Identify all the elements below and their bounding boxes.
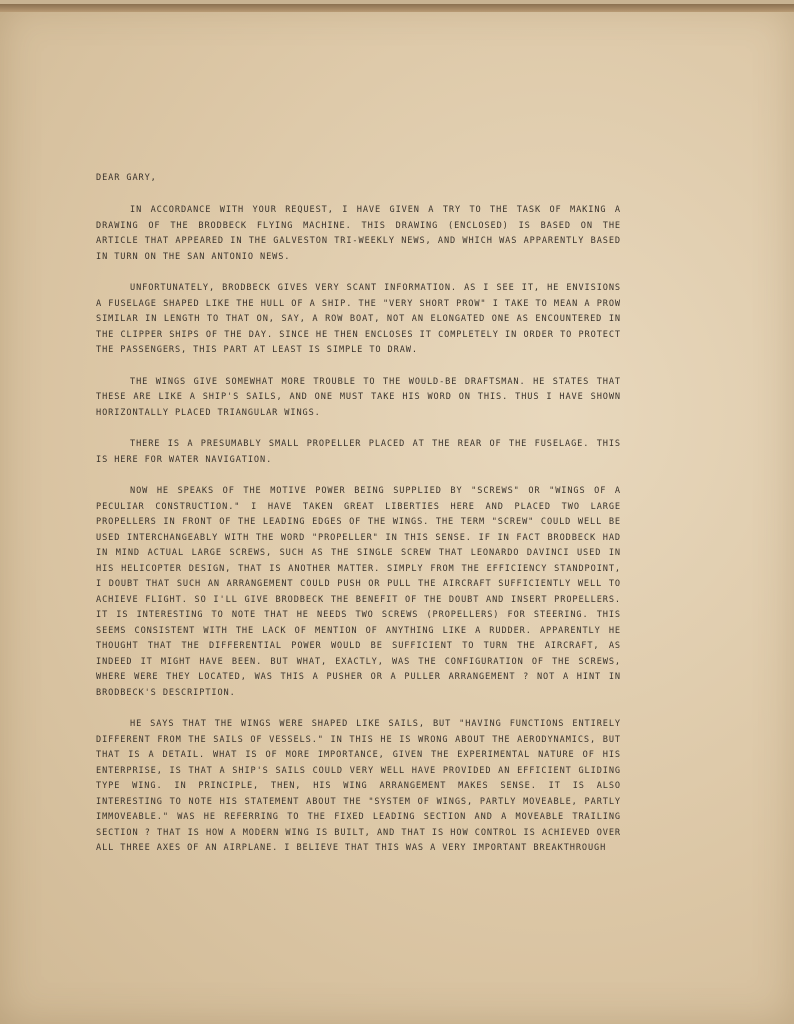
paper-page	[0, 4, 794, 1024]
letter-paragraph-1: IN ACCORDANCE WITH YOUR REQUEST, I HAVE GIVEN A TRY TO THE TASK OF MAKING A DRAWING OF THE BRODBECK FLYING MACHINE. THIS DRAWING (ENCLOSED) IS BASED ON THE ARTICLE THAT APPEARED IN THE GALVESTON TRI-WEEKLY NEWS, AND WHICH WAS APPARENTLY BASED IN TURN ON THE SAN ANTONIO NEWS.	[96, 205, 621, 262]
letter-paragraph-4: THERE IS A PRESUMABLY SMALL PROPELLER PLACED AT THE REAR OF THE FUSELAGE. THIS IS HERE FOR WATER NAVIGATION.	[96, 439, 621, 465]
letter-paragraph-5: NOW HE SPEAKS OF THE MOTIVE POWER BEING SUPPLIED BY "SCREWS" OR "WINGS OF A PECULIAR CONSTRUCTION." I HAVE TAKEN GREAT LIBERTIES HERE AND PLACED TWO LARGE PROPELLERS IN FRONT OF THE LEADING EDGES OF THE WINGS. THE TERM "SCREW" COULD WELL BE USED INTERCHANGEABLY WITH THE WORD "PROPELLER" IN THIS SENSE. IF IN FACT BRODBECK HAD IN MIND ACTUAL LARGE SCREWS, SUCH AS THE SINGLE SCREW THAT LEONARDO DAVINCI USED IN HIS HELICOPTER DESIGN, THAT IS ANOTHER MATTER. SIMPLY FROM THE EFFICIENCY STANDPOINT, I DOUBT THAT SUCH AN ARRANGEMENT COULD PUSH OR PULL THE AIRCRAFT SUFFICIENTLY WELL TO ACHIEVE FLIGHT. SO I'LL GIVE BRODBECK THE BENEFIT OF THE DOUBT AND INSERT PROPELLERS. IT IS INTERESTING TO NOTE THAT HE NEEDS TWO SCREWS (PROPELLERS) FOR STEERING. THIS SEEMS CONSISTENT WITH THE LACK OF MENTION OF ANYTHING LIKE A RUDDER. APPARENTLY HE THOUGHT THAT THE DIFFERENTIAL POWER WOULD BE SUFFICIENT TO TURN THE AIRCRAFT, AS INDEED IT MIGHT HAVE BEEN. BUT WHAT, EXACTLY, WAS THE CONFIGURATION OF THE SCREWS, WHERE WERE THEY LOCATED, WAS THIS A PUSHER OR A PULLER ARRANGEMENT ? NOT A HINT IN BRODBECK'S DESCRIPTION.	[96, 486, 621, 698]
letter-paragraph-6: HE SAYS THAT THE WINGS WERE SHAPED LIKE SAILS, BUT "HAVING FUNCTIONS ENTIRELY DIFFERENT FROM THE SAILS OF VESSELS." IN THIS HE IS WRONG ABOUT THE AERODYNAMICS, BUT THAT IS A DETAIL. WHAT IS OF MORE IMPORTANCE, GIVEN THE EXPERIMENTAL NATURE OF HIS ENTERPRISE, IS THAT A SHIP'S SAILS COULD VERY WELL HAVE PROVIDED AN EFFICIENT GLIDING TYPE WING. IN PRINCIPLE, THEN, HIS WING ARRANGEMENT MAKES SENSE. IT IS ALSO INTERESTING TO NOTE HIS STATEMENT ABOUT THE "SYSTEM OF WINGS, PARTLY MOVEABLE, PARTLY IMMOVEABLE." WAS HE REFERRING TO THE FIXED LEADING SECTION AND A MOVEABLE TRAILING SECTION ? THAT IS HOW A MODERN WING IS BUILT, AND THAT IS HOW CONTROL IS ACHIEVED OVER ALL THREE AXES OF AN AIRPLANE. I BELIEVE THAT THIS WAS A VERY IMPORTANT BREAKTHROUGH	[96, 719, 621, 853]
letter-paragraph-2: UNFORTUNATELY, BRODBECK GIVES VERY SCANT INFORMATION. AS I SEE IT, HE ENVISIONS A FUSELAGE SHAPED LIKE THE HULL OF A SHIP. THE "VERY SHORT PROW" I TAKE TO MEAN A PROW SIMILAR IN LENGTH TO THAT ON, SAY, A ROW BOAT, NOT AN ELONGATED ONE AS ENCOUNTERED IN THE CLIPPER SHIPS OF THE DAY. SINCE HE THEN ENCLOSES IT COMPLETELY IN ORDER TO PROTECT THE PASSENGERS, THIS PART AT LEAST IS SIMPLE TO DRAW.	[96, 283, 621, 355]
paper-top-edge	[0, 4, 794, 12]
typed-letter	[96, 170, 621, 857]
letter-paragraph-3: THE WINGS GIVE SOMEWHAT MORE TROUBLE TO THE WOULD-BE DRAFTSMAN. HE STATES THAT THESE ARE LIKE A SHIP'S SAILS, AND ONE MUST TAKE HIS WORD ON THIS. THUS I HAVE SHOWN HORIZONTALLY PLACED TRIANGULAR WINGS.	[96, 376, 621, 418]
letter-salutation: DEAR GARY,	[96, 173, 157, 183]
